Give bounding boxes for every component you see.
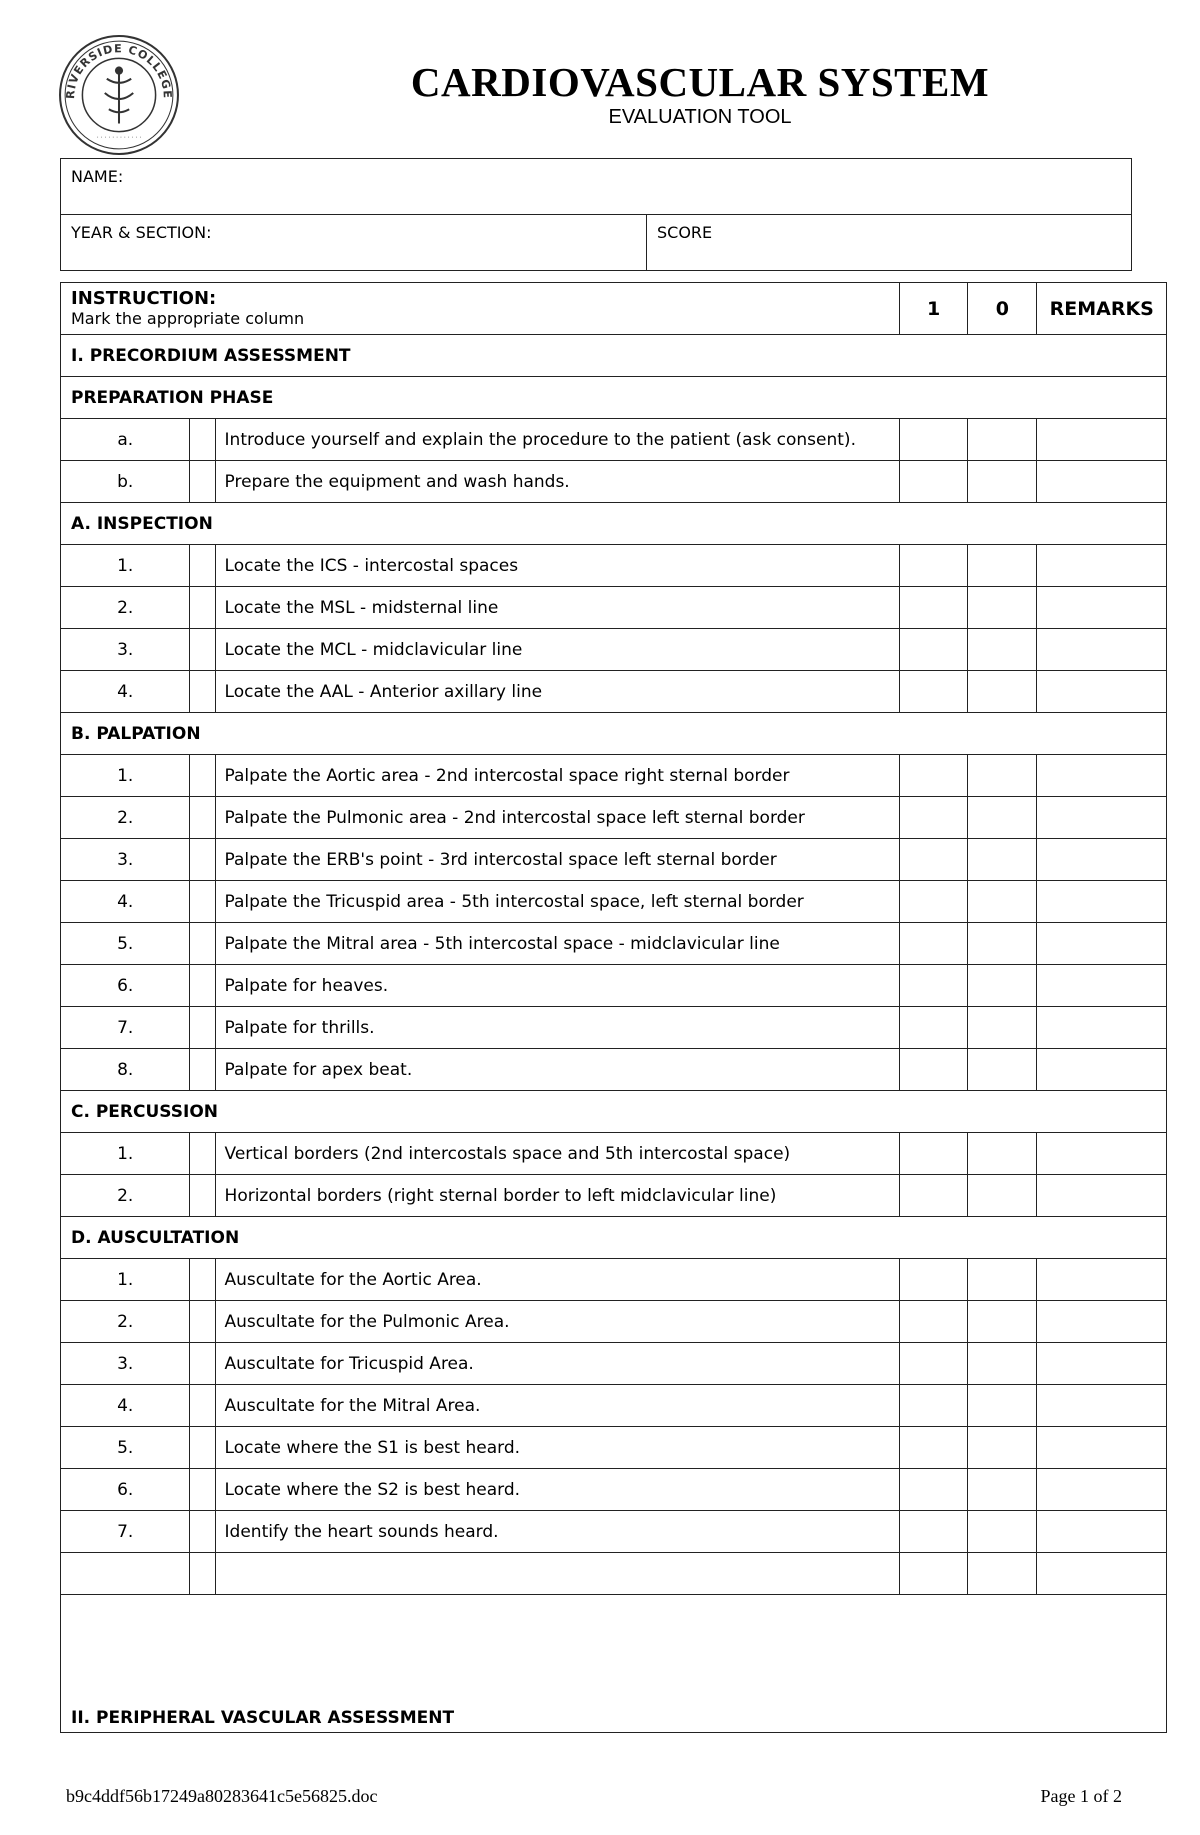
item-description: Palpate the Aortic area - 2nd intercostal space right sternal border	[215, 755, 899, 797]
column-header-remarks: REMARKS	[1037, 283, 1167, 335]
score-zero-cell[interactable]	[968, 671, 1037, 713]
score-one-cell[interactable]	[900, 1259, 968, 1301]
score-zero-cell[interactable]	[968, 545, 1037, 587]
student-info-table	[60, 158, 1132, 271]
score-zero-cell[interactable]	[968, 1469, 1037, 1511]
item-description: Palpate for heaves.	[215, 965, 899, 1007]
score-zero-cell[interactable]	[968, 1301, 1037, 1343]
score-one-cell[interactable]	[900, 1007, 968, 1049]
spacer-cell	[190, 1343, 215, 1385]
score-one-cell[interactable]	[900, 419, 968, 461]
score-zero-cell[interactable]	[968, 1427, 1037, 1469]
year-section-field[interactable]	[61, 215, 647, 271]
remarks-cell[interactable]	[1037, 419, 1167, 461]
empty-score-zero[interactable]	[968, 1553, 1037, 1595]
item-description: Auscultate for Tricuspid Area.	[215, 1343, 899, 1385]
item-description: Locate the AAL - Anterior axillary line	[215, 671, 899, 713]
item-description: Identify the heart sounds heard.	[215, 1511, 899, 1553]
spacer-cell	[190, 839, 215, 881]
svg-text:· · · · · · · · · · · ·: · · · · · · · · · · · ·	[96, 134, 142, 142]
section-heading-preparation: PREPARATION PHASE	[61, 377, 1167, 419]
name-field[interactable]	[61, 159, 1132, 215]
item-number: 4.	[61, 671, 190, 713]
item-description: Introduce yourself and explain the procedure to the patient (ask consent).	[215, 419, 899, 461]
spacer-cell	[190, 1049, 215, 1091]
empty-remarks[interactable]	[1037, 1553, 1167, 1595]
remarks-cell[interactable]	[1037, 1301, 1167, 1343]
spacer-cell	[190, 881, 215, 923]
remarks-cell[interactable]	[1037, 461, 1167, 503]
evaluation-table	[60, 282, 1167, 1733]
table-row	[61, 461, 1167, 503]
score-one-cell[interactable]	[900, 965, 968, 1007]
item-description: Locate the MSL - midsternal line	[215, 587, 899, 629]
score-one-cell[interactable]	[900, 1301, 968, 1343]
table-row	[61, 755, 1167, 797]
score-zero-cell[interactable]	[968, 965, 1037, 1007]
table-row	[61, 419, 1167, 461]
spacer-cell	[190, 797, 215, 839]
score-one-cell[interactable]	[900, 587, 968, 629]
remarks-cell[interactable]	[1037, 923, 1167, 965]
footer-filename: b9c4ddf56b17249a80283641c5e56825.doc	[66, 1786, 378, 1806]
remarks-cell[interactable]	[1037, 1343, 1167, 1385]
remarks-cell[interactable]	[1037, 881, 1167, 923]
table-row	[61, 1385, 1167, 1427]
item-number: b.	[61, 461, 190, 503]
item-number: 3.	[61, 1343, 190, 1385]
table-row	[61, 587, 1167, 629]
item-description: Auscultate for the Mitral Area.	[215, 1385, 899, 1427]
score-zero-cell[interactable]	[968, 755, 1037, 797]
empty-num-cell	[61, 1553, 190, 1595]
table-row	[61, 1007, 1167, 1049]
section-heading-auscultation: D. AUSCULTATION	[61, 1217, 1167, 1259]
column-header-zero: 0	[968, 283, 1037, 335]
score-zero-cell[interactable]	[968, 629, 1037, 671]
remarks-cell[interactable]	[1037, 1385, 1167, 1427]
score-zero-cell[interactable]	[968, 1049, 1037, 1091]
score-one-cell[interactable]	[900, 1175, 968, 1217]
score-zero-cell[interactable]	[968, 839, 1037, 881]
remarks-cell[interactable]	[1037, 587, 1167, 629]
score-zero-cell[interactable]	[968, 1007, 1037, 1049]
remarks-cell[interactable]	[1037, 1049, 1167, 1091]
table-row	[61, 839, 1167, 881]
remarks-cell[interactable]	[1037, 755, 1167, 797]
spacer-cell	[190, 1007, 215, 1049]
score-one-cell[interactable]	[900, 797, 968, 839]
instruction-title: INSTRUCTION:	[71, 287, 217, 309]
score-one-cell[interactable]	[900, 629, 968, 671]
spacer-cell	[190, 1175, 215, 1217]
table-row	[61, 671, 1167, 713]
table-row	[61, 1175, 1167, 1217]
item-description: Auscultate for the Aortic Area.	[215, 1259, 899, 1301]
score-zero-cell[interactable]	[968, 881, 1037, 923]
score-one-cell[interactable]	[900, 839, 968, 881]
item-description: Vertical borders (2nd intercostals space and 5th intercostal space)	[215, 1133, 899, 1175]
score-field[interactable]	[647, 215, 1132, 271]
score-zero-cell[interactable]	[968, 587, 1037, 629]
remarks-cell[interactable]	[1037, 671, 1167, 713]
section-heading-percussion: C. PERCUSSION	[61, 1091, 1167, 1133]
score-one-cell[interactable]	[900, 881, 968, 923]
score-one-cell[interactable]	[900, 461, 968, 503]
remarks-cell[interactable]	[1037, 1175, 1167, 1217]
table-row	[61, 797, 1167, 839]
spacer-cell	[190, 461, 215, 503]
remarks-cell[interactable]	[1037, 797, 1167, 839]
table-row	[61, 1427, 1167, 1469]
item-description: Palpate the Mitral area - 5th intercostal space - midclavicular line	[215, 923, 899, 965]
item-number: 5.	[61, 923, 190, 965]
remarks-cell[interactable]	[1037, 545, 1167, 587]
score-one-cell[interactable]	[900, 1385, 968, 1427]
spacer-cell	[190, 1133, 215, 1175]
score-label: SCORE	[657, 223, 713, 242]
remarks-cell[interactable]	[1037, 965, 1167, 1007]
section-heading-precordium: I. PRECORDIUM ASSESSMENT	[61, 335, 1167, 377]
score-zero-cell[interactable]	[968, 797, 1037, 839]
empty-score-one[interactable]	[900, 1553, 968, 1595]
item-number: 1.	[61, 545, 190, 587]
item-number: a.	[61, 419, 190, 461]
empty-desc-cell	[215, 1553, 899, 1595]
item-number: 6.	[61, 1469, 190, 1511]
score-one-cell[interactable]	[900, 671, 968, 713]
score-one-cell[interactable]	[900, 1469, 968, 1511]
spacer-cell	[190, 629, 215, 671]
spacer-cell	[190, 755, 215, 797]
score-one-cell[interactable]	[900, 1427, 968, 1469]
item-description: Palpate for apex beat.	[215, 1049, 899, 1091]
table-row	[61, 1343, 1167, 1385]
score-zero-cell[interactable]	[968, 1343, 1037, 1385]
item-number: 2.	[61, 797, 190, 839]
spacer-cell	[190, 587, 215, 629]
spacer-cell	[190, 1385, 215, 1427]
item-number: 3.	[61, 839, 190, 881]
table-row	[61, 1469, 1167, 1511]
table-row	[61, 1133, 1167, 1175]
name-label: NAME:	[71, 167, 124, 186]
item-description: Auscultate for the Pulmonic Area.	[215, 1301, 899, 1343]
item-number: 8.	[61, 1049, 190, 1091]
item-number: 1.	[61, 1259, 190, 1301]
section-heading-palpation: B. PALPATION	[61, 713, 1167, 755]
item-number: 7.	[61, 1511, 190, 1553]
item-number: 5.	[61, 1427, 190, 1469]
item-description: Locate where the S2 is best heard.	[215, 1469, 899, 1511]
remarks-cell[interactable]	[1037, 1133, 1167, 1175]
table-row	[61, 1049, 1167, 1091]
document-subtitle: EVALUATION TOOL	[608, 106, 792, 128]
table-row	[61, 1511, 1167, 1553]
svg-text:RIVERSIDE COLLEGE: RIVERSIDE COLLEGE	[64, 42, 174, 100]
score-zero-cell[interactable]	[968, 419, 1037, 461]
spacer-cell	[190, 1301, 215, 1343]
spacer-cell	[190, 419, 215, 461]
item-description: Prepare the equipment and wash hands.	[215, 461, 899, 503]
item-description: Palpate the ERB's point - 3rd intercostal space left sternal border	[215, 839, 899, 881]
item-description: Locate the MCL - midclavicular line	[215, 629, 899, 671]
table-row	[61, 629, 1167, 671]
table-row	[61, 923, 1167, 965]
remarks-cell[interactable]	[1037, 1259, 1167, 1301]
remarks-cell[interactable]	[1037, 839, 1167, 881]
item-number: 2.	[61, 1175, 190, 1217]
year-section-label: YEAR & SECTION:	[71, 223, 212, 242]
score-one-cell[interactable]	[900, 1511, 968, 1553]
item-description: Locate the ICS - intercostal spaces	[215, 545, 899, 587]
college-seal-logo	[58, 34, 180, 156]
item-description: Palpate the Pulmonic area - 2nd intercostal space left sternal border	[215, 797, 899, 839]
item-number: 2.	[61, 1301, 190, 1343]
item-description: Palpate the Tricuspid area - 5th intercostal space, left sternal border	[215, 881, 899, 923]
score-one-cell[interactable]	[900, 1343, 968, 1385]
item-number: 7.	[61, 1007, 190, 1049]
footer-page-number: Page 1 of 2	[1040, 1786, 1122, 1806]
remarks-cell[interactable]	[1037, 629, 1167, 671]
item-number: 4.	[61, 1385, 190, 1427]
spacer-cell	[190, 1469, 215, 1511]
table-row	[61, 881, 1167, 923]
remarks-cell[interactable]	[1037, 1427, 1167, 1469]
score-zero-cell[interactable]	[968, 1259, 1037, 1301]
empty-spacer-cell	[190, 1553, 215, 1595]
score-zero-cell[interactable]	[968, 1133, 1037, 1175]
score-one-cell[interactable]	[900, 545, 968, 587]
spacer-cell	[190, 545, 215, 587]
section-heading-peripheral: II. PERIPHERAL VASCULAR ASSESSMENT	[61, 1595, 1167, 1733]
item-number: 1.	[61, 755, 190, 797]
section-heading-inspection: A. INSPECTION	[61, 503, 1167, 545]
item-description: Horizontal borders (right sternal border to left midclavicular line)	[215, 1175, 899, 1217]
item-number: 6.	[61, 965, 190, 1007]
score-zero-cell[interactable]	[968, 1511, 1037, 1553]
table-row	[61, 1301, 1167, 1343]
spacer-cell	[190, 923, 215, 965]
score-one-cell[interactable]	[900, 923, 968, 965]
table-row	[61, 965, 1167, 1007]
spacer-cell	[190, 671, 215, 713]
instruction-cell	[61, 283, 900, 335]
score-zero-cell[interactable]	[968, 923, 1037, 965]
spacer-cell	[190, 1259, 215, 1301]
score-one-cell[interactable]	[900, 1049, 968, 1091]
spacer-cell	[190, 965, 215, 1007]
remarks-cell[interactable]	[1037, 1469, 1167, 1511]
column-header-one: 1	[900, 283, 968, 335]
table-row	[61, 1259, 1167, 1301]
table-header-row	[61, 283, 1167, 335]
item-description: Locate where the S1 is best heard.	[215, 1427, 899, 1469]
item-number: 1.	[61, 1133, 190, 1175]
score-zero-cell[interactable]	[968, 1385, 1037, 1427]
spacer-cell	[190, 1511, 215, 1553]
remarks-cell[interactable]	[1037, 1511, 1167, 1553]
score-zero-cell[interactable]	[968, 461, 1037, 503]
item-number: 2.	[61, 587, 190, 629]
score-zero-cell[interactable]	[968, 1175, 1037, 1217]
item-number: 3.	[61, 629, 190, 671]
empty-row	[61, 1553, 1167, 1595]
remarks-cell[interactable]	[1037, 1007, 1167, 1049]
spacer-cell	[190, 1427, 215, 1469]
score-one-cell[interactable]	[900, 755, 968, 797]
table-row	[61, 545, 1167, 587]
document-title: CARDIOVASCULAR SYSTEM	[410, 59, 990, 105]
item-number: 4.	[61, 881, 190, 923]
instruction-text: Mark the appropriate column	[71, 308, 305, 328]
item-description: Palpate for thrills.	[215, 1007, 899, 1049]
score-one-cell[interactable]	[900, 1133, 968, 1175]
